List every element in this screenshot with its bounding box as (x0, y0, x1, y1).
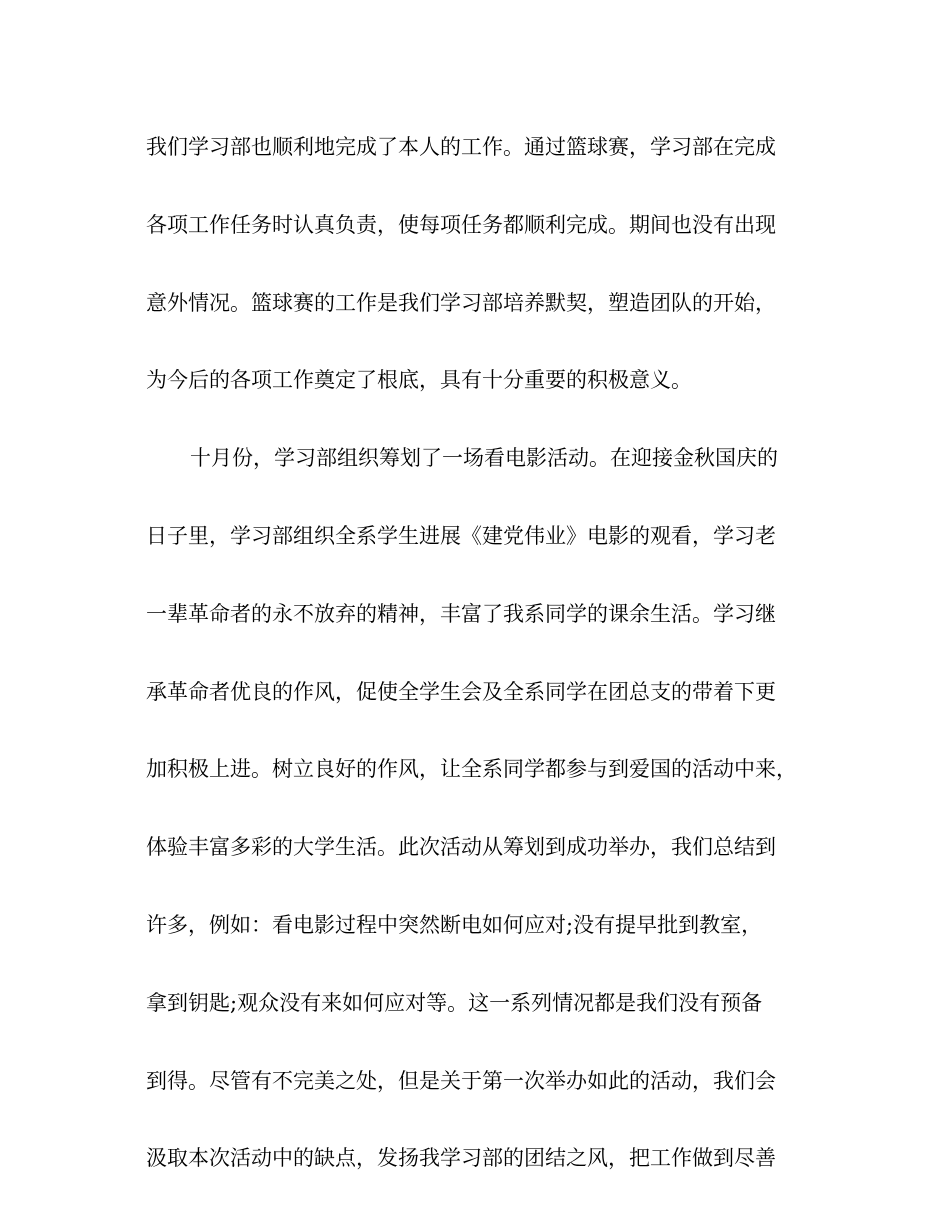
text-line: 体验丰富多彩的大学生活。此次活动从筹划到成功举办，我们总结到 (146, 835, 776, 860)
text-line: 加积极上进。树立良好的作风，让全系同学都参与到爱国的活动中来， (146, 757, 797, 782)
text-line: 一辈革命者的永不放弃的精神，丰富了我系同学的课余生活。学习继 (146, 601, 776, 626)
text-line: 承革命者优良的作风，促使全学生会及全系同学在团总支的带着下更 (146, 679, 776, 704)
text-line: 拿到钥匙;观众没有来如何应对等。这一系列情况都是我们没有预备 (146, 990, 763, 1015)
text-line: 到得。尽管有不完美之处，但是关于第一次举办如此的活动，我们会 (146, 1068, 776, 1093)
text-line: 许多，例如：看电影过程中突然断电如何应对;没有提早批到教室， (146, 912, 763, 937)
paragraph-first-line: 十月份，学习部组织筹划了一场看电影活动。在迎接金秋国庆的 (190, 446, 778, 471)
text-line: 日子里，学习部组织全系学生进展《建党伟业》电影的观看，学习老 (146, 523, 776, 548)
body-text (146, 124, 826, 1213)
text-line: 为今后的各项工作奠定了根底，具有十分重要的积极意义。 (146, 368, 692, 393)
text-line: 汲取本次活动中的缺点，发扬我学习部的团结之风，把工作做到尽善 (146, 1146, 776, 1171)
text-line: 意外情况。篮球赛的工作是我们学习部培养默契，塑造团队的开始， (146, 290, 776, 315)
text-line: 我们学习部也顺利地完成了本人的工作。通过篮球赛，学习部在完成 (146, 135, 776, 159)
text-line: 各项工作任务时认真负责，使每项任务都顺利完成。期间也没有出现 (146, 212, 776, 237)
